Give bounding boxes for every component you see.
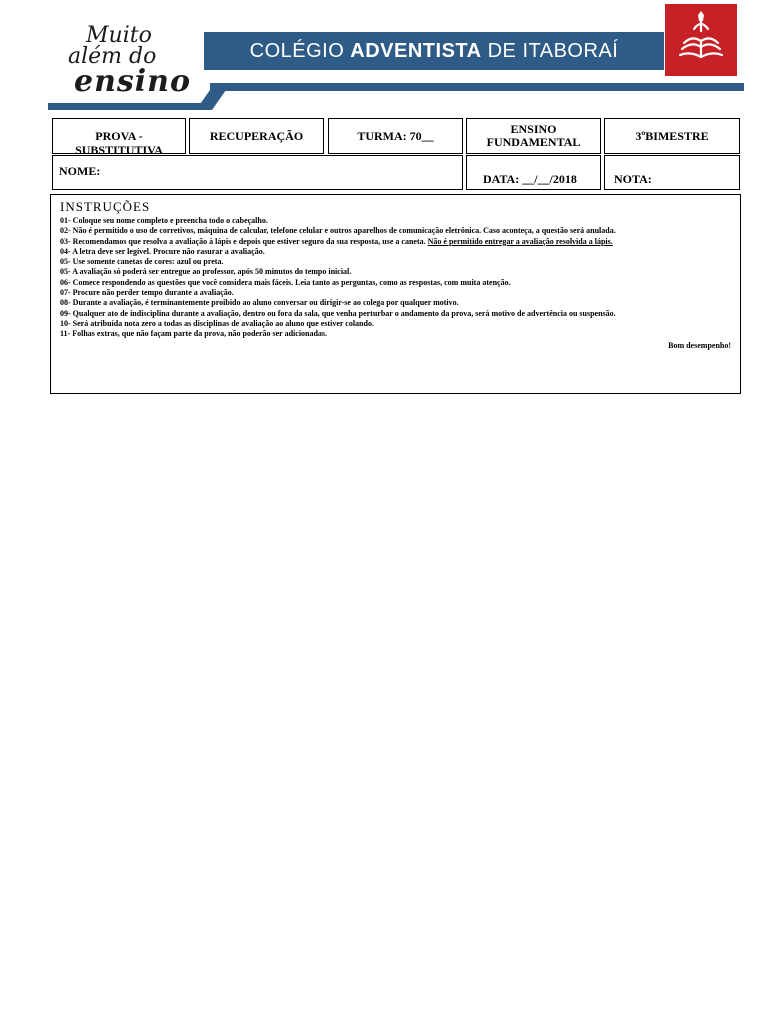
- level-line-1: ENSINO: [510, 122, 557, 136]
- instruction-item: 01- Coloque seu nome completo e preencha todo o cabeçalho.: [60, 216, 268, 225]
- instruction-item: 11- Folhas extras, que não façam parte da prova, não poderão ser adicionadas.: [60, 329, 328, 339]
- instruction-item: 09- Qualquer ato de indisciplina durante a avaliação, dentro ou fora da sala, que venha perturbar o andamento da prova, será motivo de advertência ou suspensão.: [60, 308, 616, 318]
- instructions-panel: [50, 194, 741, 394]
- instructions-list: [60, 216, 731, 340]
- school-banner: [204, 32, 664, 70]
- header-stripe-left: [48, 103, 208, 110]
- logo-line-3: ensino: [74, 63, 192, 99]
- term-box: 3ºBIMESTRE: [604, 118, 740, 154]
- adventist-emblem-icon: [665, 4, 737, 76]
- class-field[interactable]: TURMA: 70__: [328, 118, 463, 154]
- instruction-item: 02- Não é permitido o uso de corretivos, máquina de calcular, telefone celular e outros aparelhos de comunicação eletrônica. Caso aconteça, a questão será anulada.: [60, 226, 616, 236]
- instruction-item: 10- Será atribuída nota zero a todas as disciplinas de avaliação ao aluno que estiver colando.: [60, 318, 374, 328]
- exam-type-box: PROVA - SUBSTITUTIVA: [52, 118, 186, 154]
- instruction-warning: Não é permitido entregar a avaliação resolvida a lápis.: [427, 236, 613, 246]
- header-stripe-right: [210, 83, 744, 91]
- logo-slogan: [64, 23, 194, 99]
- school-name-suffix: DE ITABORAÍ: [487, 39, 619, 62]
- recovery-box: RECUPERAÇÃO: [189, 118, 324, 154]
- school-name-prefix: COLÉGIO: [249, 39, 345, 62]
- instruction-item: 05- Use somente canetas de cores: azul ou preta.: [60, 257, 224, 267]
- instruction-item: 08- Durante a avaliação, é terminantemente proibido ao aluno conversar ou dirigir-se ao colega por qualquer motivo.: [60, 298, 459, 308]
- instructions-title: INSTRUÇÕES: [60, 199, 151, 214]
- instruction-item: 05- A avaliação só poderá ser entregue ao professor, após 50 minutos do tempo inicial.: [60, 267, 352, 277]
- closing-message: Bom desempenho!: [668, 340, 731, 350]
- instruction-item: [60, 237, 731, 247]
- instruction-text: 03- Recomendamos que resolva a avaliação à lápis e depois que estiver seguro da sua resposta, use a caneta.: [60, 236, 426, 246]
- instruction-item: 07- Procure não perder tempo durante a avaliação.: [60, 288, 234, 298]
- instruction-item: 04- A letra deve ser legível. Procure não rasurar a avaliação.: [60, 246, 265, 256]
- level-box: [466, 118, 601, 154]
- grade-field[interactable]: NOTA:: [604, 155, 740, 190]
- instruction-item: 06- Comece respondendo as questões que você considera mais fáceis. Leia tanto as perguntas, como as respostas, com muita atenção.: [60, 277, 511, 287]
- logo-line-2: além do: [68, 43, 157, 69]
- logo-line-1: Muito: [86, 23, 152, 48]
- name-field[interactable]: NOME:: [52, 155, 463, 190]
- level-line-2: FUNDAMENTAL: [486, 135, 581, 149]
- date-field[interactable]: DATA: __/__/2018: [466, 155, 601, 190]
- school-name-bold: ADVENTISTA: [350, 39, 482, 62]
